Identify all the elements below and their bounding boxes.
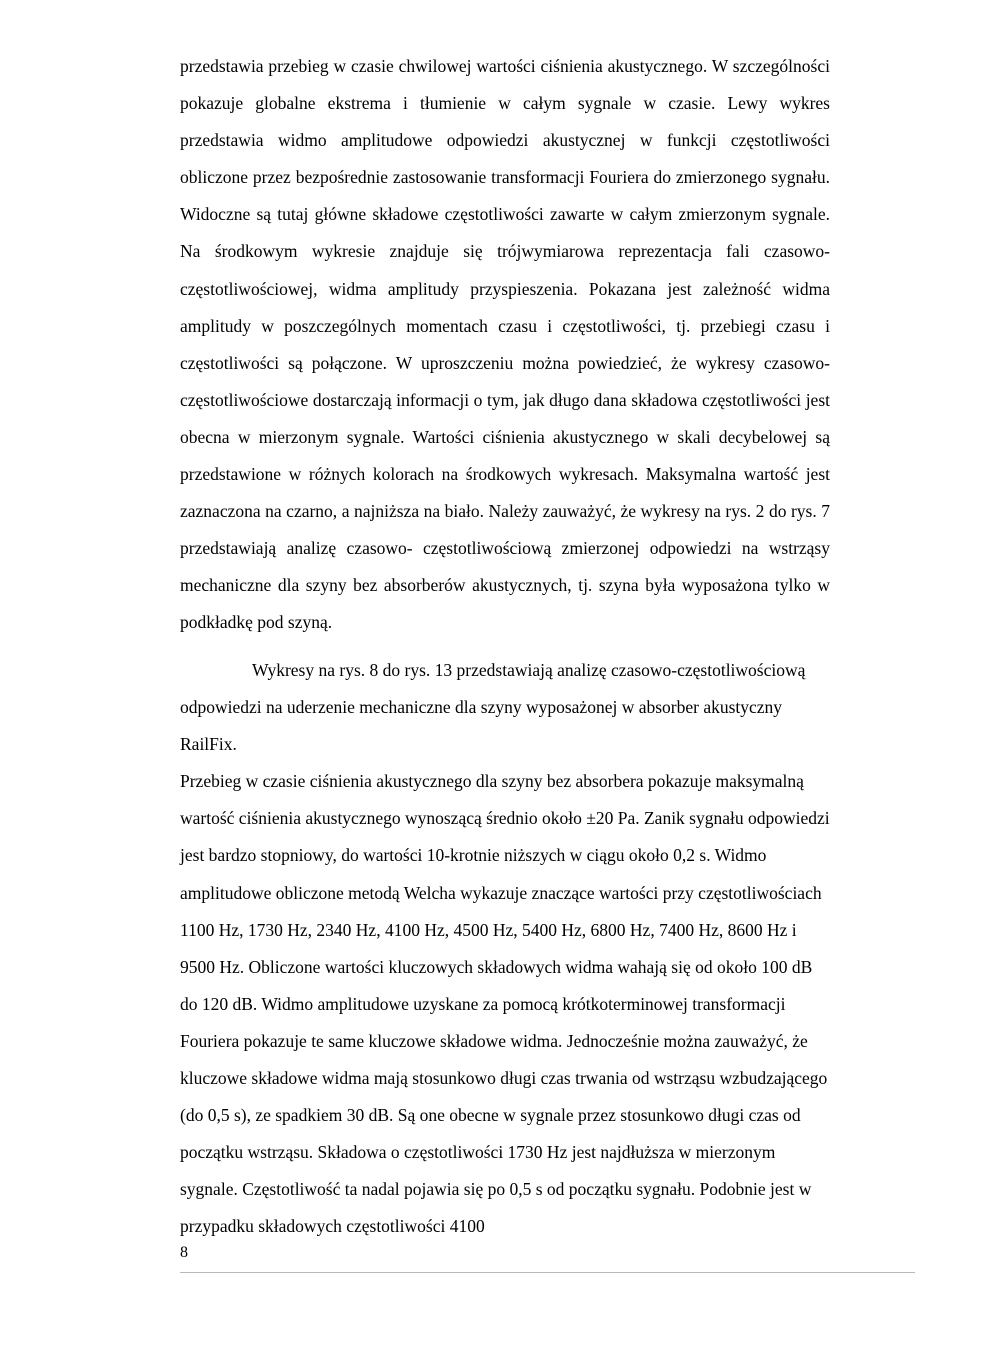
paragraph-2: Wykresy na rys. 8 do rys. 13 przedstawiają analizę czasowo-częstotliwościową odpowiedzi na uderzenie mechaniczne dla szyny wyposażonej w absorber akustyczny RailFix. (180, 660, 806, 755)
page-body (180, 48, 830, 642)
page-number: 8 (180, 1244, 188, 1261)
paragraph-3: Przebieg w czasie ciśnienia akustycznego dla szyny bez absorbera pokazuje maksymalną wartość ciśnienia akustycznego wynoszącą średnio około ±20 Pa. Zanik sygnału odpowiedzi jest bardzo stopniowy, do wartości 10-krotnie niższych w ciągu około 0,2 s. Widmo amplitudowe obliczone metodą Welcha wykazuje znaczące wartości przy częstotliwościach 1100 Hz, 1730 Hz, 2340 Hz, 4100 Hz, 4500 Hz, 5400 Hz, 6800 Hz, 7400 Hz, 8600 Hz i 9500 Hz. Obliczone wartości kluczowych składowych widma wahają się od około 100 dB do 120 dB. Widmo amplitudowe uzyskane za pomocą krótkoterminowej transformacji Fouriera pokazuje te same kluczowe składowe widma. Jednocześnie można zauważyć, że kluczowe składowe widma mają stosunkowo długi czas trwania od wstrząsu wzbudzającego (do 0,5 s), ze spadkiem 30 dB. Są one obecne w sygnale przez stosunkowo długi czas od początku wstrząsu. Składowa o częstotliwości 1730 Hz jest najdłuższa w mierzonym sygnale. Częstotliwość ta nadal pojawia się po 0,5 s od początku sygnału. Podobnie jest w przypadku składowych częstotliwości 4100 (180, 771, 830, 1237)
paragraph-2-container (180, 652, 830, 1246)
footer-divider (180, 1272, 915, 1273)
paragraph-1: przedstawia przebieg w czasie chwilowej wartości ciśnienia akustycznego. W szczególności pokazuje globalne ekstrema i tłumienie w całym sygnale w czasie. Lewy wykres przedstawia widmo amplitudowe odpowiedzi akustycznej w funkcji częstotliwości obliczone przez bezpośrednie zastosowanie transformacji Fouriera do zmierzonego sygnału. Widoczne są tutaj główne składowe częstotliwości zawarte w całym zmierzonym sygnale. Na środkowym wykresie znajduje się trójwymiarowa reprezentacja fali czasowo-częstotliwościowej, widma amplitudy przyspieszenia. Pokazana jest zależność widma amplitudy w poszczególnych momentach czasu i częstotliwości, tj. przebiegi czasu i częstotliwości są połączone. W uproszczeniu można powiedzieć, że wykresy czasowo- częstotliwościowe dostarczają informacji o tym, jak długo dana składowa częstotliwości jest obecna w mierzonym sygnale. Wartości ciśnienia akustycznego w skali decybelowej są przedstawione w różnych kolorach na środkowych wykresach. Maksymalna wartość jest zaznaczona na czarno, a najniższa na biało. Należy zauważyć, że wykresy na rys. 2 do rys. 7 przedstawiają analizę czasowo- częstotliwościową zmierzonej odpowiedzi na wstrząsy mechaniczne dla szyny bez absorberów akustycznych, tj. szyna była wyposażona tylko w podkładkę pod szyną. (180, 56, 830, 633)
